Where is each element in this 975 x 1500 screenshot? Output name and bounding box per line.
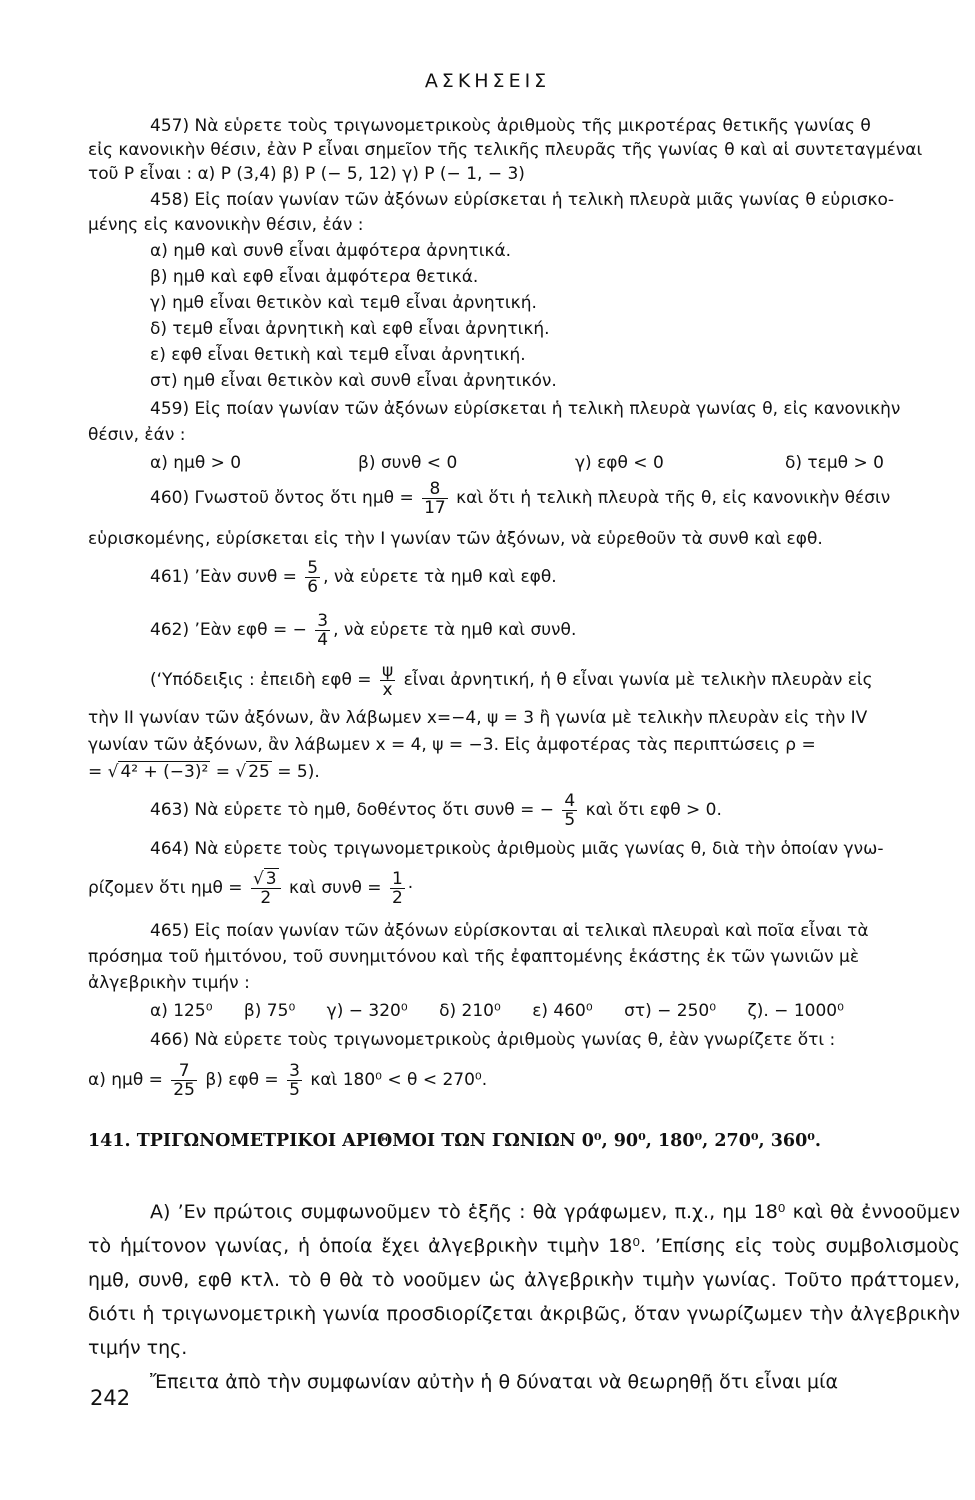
exercise-457-line-1: 457) Νὰ εὑρετε τοὺς τριγωνομετρικοὺς ἀριθμοὺς τῆς μικροτέρας θετικῆς γωνίας θ xyxy=(150,116,871,136)
exercise-458-item-b: β) ημθ καὶ εφθ εἶναι ἀμφότερα θετικά. xyxy=(150,267,479,287)
denominator: 5 xyxy=(564,809,576,830)
radical-2 xyxy=(246,761,272,783)
fraction-psi-x xyxy=(380,662,395,699)
exercise-465-line-2: πρόσημα τοῦ ἡμιτόνου, τοῦ συνημιτόνου καὶ τῆς ἐφαπτομένης ἑκάστης ἐκ τῶν γωνιῶν μὲ xyxy=(88,947,860,967)
option-a: α) 125⁰ xyxy=(150,1001,213,1021)
exercise-466-prefix: α) ημθ = xyxy=(88,1070,163,1090)
fraction-sqrt3-2 xyxy=(251,870,281,907)
numerator: 4 xyxy=(564,790,576,811)
radical xyxy=(264,870,279,888)
exercise-460-line-1 xyxy=(150,478,890,518)
exercise-462-suffix: , νὰ εὑρετε τὰ ημθ καὶ συνθ. xyxy=(333,620,577,640)
exercise-466-suffix: καὶ 180⁰ < θ < 270⁰. xyxy=(310,1070,488,1090)
exercise-457-line-2: εἰς κανονικὴν θέσιν, ἐὰν Ρ εἶναι σημεῖον τῆς τελικῆς πλευρᾶς τῆς γωνίας θ καὶ αἱ συντεταγμέναι xyxy=(88,140,923,160)
exercise-459-item-d: δ) τεμθ > 0 xyxy=(785,453,884,473)
exercise-459-line-2: θέσιν, ἐάν : xyxy=(88,425,186,445)
fraction-3-5 xyxy=(287,1062,302,1099)
exercise-466-line-1: 466) Νὰ εὑρετε τοὺς τριγωνομετρικοὺς ἀριθμοὺς γωνίας θ, ἐὰν γνωρίζετε ὅτι : xyxy=(150,1030,836,1050)
fraction-5-6 xyxy=(305,559,320,596)
fraction-4-5 xyxy=(562,792,577,829)
exercise-458-item-d: δ) τεμθ εἶναι ἀρνητικὴ καὶ εφθ εἶναι ἀρνητική. xyxy=(150,319,550,339)
exercise-464-prefix: ρίζομεν ὅτι ημθ = xyxy=(88,878,243,898)
section-heading: 141. ΤΡΙΓΩΝΟΜΕΤΡΙΚΟΙ ΑΡΙΘΜΟΙ ΤΩΝ ΓΩΝΙΩΝ 0⁰, 90⁰, 180⁰, 270⁰, 360⁰. xyxy=(88,1131,822,1151)
denominator: 17 xyxy=(424,497,446,518)
exercise-459-item-a: α) ημθ > 0 xyxy=(150,453,242,473)
exercise-458-item-c: γ) ημθ εἶναι θετικὸν καὶ τεμθ εἶναι ἀρνητική. xyxy=(150,293,537,313)
exercise-465-options xyxy=(150,1000,870,1022)
exercise-463-suffix: καὶ ὅτι εφθ > 0. xyxy=(585,800,722,820)
hint-radical-mid: = √ xyxy=(210,762,247,782)
exercise-458-item-a: α) ημθ καὶ συνθ εἶναι ἀμφότερα ἀρνητικά. xyxy=(150,241,512,261)
page-number: 242 xyxy=(90,1386,131,1410)
hint-line-1 xyxy=(150,660,873,700)
denominator: 2 xyxy=(251,888,281,907)
exercise-465-line-3: ἀλγεβρικὴν τιμήν : xyxy=(88,973,250,993)
option-e: ε) 460⁰ xyxy=(532,1001,593,1021)
radicand: 4² + (−3)² xyxy=(120,762,209,782)
sqrt-sign: √ xyxy=(252,868,264,889)
radicand: 25 xyxy=(248,762,270,782)
exercise-459-line-1: 459) Εἰς ποίαν γωνίαν τῶν ἀξόνων εὑρίσκεται ἡ τελικὴ πλευρὰ γωνίας θ, εἰς κανονικὴν xyxy=(150,399,901,419)
exercise-460-prefix: 460) Γνωστοῦ ὄντος ὅτι ημθ = xyxy=(150,488,414,508)
exercise-461 xyxy=(150,557,557,597)
exercise-461-prefix: 461) ’Εὰν συνθ = xyxy=(150,567,297,587)
hint-line-4 xyxy=(88,761,320,783)
option-d: δ) 210⁰ xyxy=(439,1001,501,1021)
numerator: 3 xyxy=(317,610,329,631)
exercises-title: ΑΣΚΗΣΕΙΣ xyxy=(424,70,551,92)
exercise-461-suffix: , νὰ εὑρετε τὰ ημθ καὶ εφθ. xyxy=(323,567,557,587)
radical-1 xyxy=(118,761,210,783)
exercise-464-line-1: 464) Νὰ εὑρετε τοὺς τριγωνομετρικοὺς ἀριθμοὺς μιᾶς γωνίας θ, διὰ τὴν ὁποίαν γνω- xyxy=(150,839,884,859)
denominator: 6 xyxy=(307,576,319,597)
exercise-466-line-2 xyxy=(88,1060,487,1100)
paragraph-2: Ἔπειτα ἀπὸ τὴν συμφωνίαν αὐτὴν ἡ θ δύναται νὰ θεωρηθῇ ὅτι εἶναι μία xyxy=(150,1371,839,1393)
denominator: 25 xyxy=(173,1079,195,1100)
exercise-463-prefix: 463) Νὰ εὑρετε τὸ ημθ, δοθέντος ὅτι συνθ = − xyxy=(150,800,554,820)
fraction-8-17 xyxy=(422,480,448,517)
numerator: 3 xyxy=(289,1060,300,1081)
option-b: β) 75⁰ xyxy=(243,1001,296,1021)
numerator: 7 xyxy=(178,1060,190,1081)
hint-radical-prefix: = √ xyxy=(88,762,119,782)
numerator: 5 xyxy=(307,557,319,578)
fraction-3-4 xyxy=(315,612,330,649)
option-c: γ) − 320⁰ xyxy=(326,1001,408,1021)
denominator: 2 xyxy=(391,887,403,908)
exercise-464-suffix: · xyxy=(407,878,414,898)
exercise-458-line-2: μένης εἰς κανονικὴν θέσιν, ἐάν : xyxy=(88,215,364,235)
numerator: 1 xyxy=(391,868,403,889)
exercise-464-mid: καὶ συνθ = xyxy=(289,878,382,898)
exercise-466-mid: β) εφθ = xyxy=(205,1070,279,1090)
denominator: x xyxy=(380,680,395,699)
exercise-462-prefix: 462) ’Εὰν εφθ = − xyxy=(150,620,307,640)
exercise-463 xyxy=(150,790,722,830)
exercise-462 xyxy=(150,610,576,650)
option-f: στ) − 250⁰ xyxy=(624,1001,717,1021)
hint-line-2: τὴν ΙΙ γωνίαν τῶν ἀξόνων, ἂν λάβωμεν x=−4, ψ = 3 ἢ γωνία μὲ τελικὴν πλευρὰν εἰς τὴν ΙV xyxy=(88,708,868,728)
radicand: 3 xyxy=(265,868,277,889)
exercise-457-line-3: τοῦ Ρ εἶναι : α) Ρ (3,4) β) Ρ (− 5, 12) γ) Ρ (− 1, − 3) xyxy=(88,164,525,184)
exercise-459-item-c: γ) εφθ < 0 xyxy=(575,453,664,473)
hint-suffix: εἶναι ἀρνητική, ἡ θ εἶναι γωνία μὲ τελικὴν πλευρὰν εἰς xyxy=(403,670,873,690)
exercise-458-item-f: στ) ημθ εἶναι θετικὸν καὶ συνθ εἶναι ἀρνητικόν. xyxy=(150,371,557,391)
numerator: ψ xyxy=(381,660,394,681)
exercise-460-line-2: εὑρισκομένης, εὑρίσκεται εἰς τὴν Ι γωνίαν τῶν ἀξόνων, νὰ εὑρεθοῦν τὰ συνθ καὶ εφθ. xyxy=(88,529,823,549)
exercise-464-line-2 xyxy=(88,868,413,908)
hint-radical-suffix: = 5). xyxy=(271,762,320,782)
body-text xyxy=(88,1195,960,1399)
exercise-459-item-b: β) συνθ < 0 xyxy=(358,453,458,473)
option-g: ζ). − 1000⁰ xyxy=(747,1001,844,1021)
numerator xyxy=(251,870,281,888)
exercise-458-item-e: ε) εφθ εἶναι θετικὴ καὶ τεμθ εἶναι ἀρνητική. xyxy=(150,345,526,365)
exercise-465-line-1: 465) Εἰς ποίαν γωνίαν τῶν ἀξόνων εὑρίσκονται αἱ τελικαὶ πλευραὶ καὶ ποῖα εἶναι τὰ xyxy=(150,921,869,941)
exercise-458-line-1: 458) Εἰς ποίαν γωνίαν τῶν ἀξόνων εὑρίσκεται ἡ τελικὴ πλευρὰ μιᾶς γωνίας θ εὑρισκο- xyxy=(150,190,895,210)
hint-line-3: γωνίαν τῶν ἀξόνων, ἂν λάβωμεν x = 4, ψ = −3. Εἰς ἀμφοτέρας τὰς περιπτώσεις ρ = xyxy=(88,735,816,755)
paragraph-1: Α) ’Εν πρώτοις συμφωνοῦμεν τὸ ἑξῆς : θὰ γράφωμεν, π.χ., ημ 18⁰ καὶ θὰ ἐννοοῦμεν τὸ ἡμίτονον γωνίας, ἡ ὁποία ἔχει ἀλγεβρικὴν τιμὴν 18⁰. ’Επίσης εἰς τοὺς συμβολισμοὺς ημθ, συνθ, εφθ κτλ. τὸ θ θὰ τὸ νοοῦμεν ὡς ἀλγεβρικὴν τιμὴν γωνίας. Τοῦτο πράττομεν, διότι ἡ τριγωνομετρικὴ γωνία προσδιορίζεται ἀκριβῶς, ὅταν γνωρίζωμεν τὴν ἀλγεβρικὴν τιμήν της. xyxy=(88,1201,960,1359)
exercise-460-suffix: καὶ ὅτι ἡ τελικὴ πλευρὰ τῆς θ, εἰς κανονικὴν θέσιν xyxy=(456,488,891,508)
denominator: 5 xyxy=(289,1079,300,1100)
numerator: 8 xyxy=(429,478,441,499)
hint-prefix: (‘Υπόδειξις : ἐπειδὴ εφθ = xyxy=(150,670,372,690)
denominator: 4 xyxy=(317,629,329,650)
fraction-1-2 xyxy=(390,870,405,907)
fraction-7-25 xyxy=(171,1062,197,1099)
